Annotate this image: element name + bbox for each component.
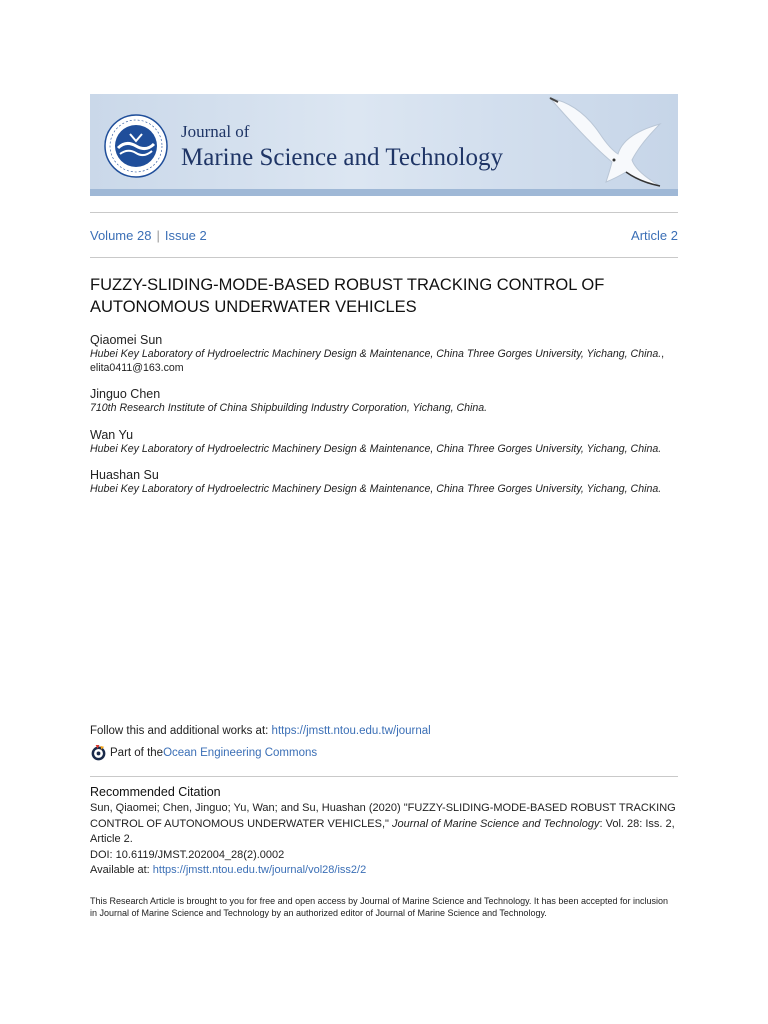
citation-text xyxy=(90,801,678,879)
recommended-citation-heading: Recommended Citation xyxy=(90,785,221,799)
citation-doi: DOI: 10.6119/JMST.202004_28(2).0002 xyxy=(90,848,285,861)
available-label: Available at: xyxy=(90,864,153,876)
article-link[interactable]: Article 2 xyxy=(631,228,678,243)
issue-navigation xyxy=(90,228,678,243)
commons-icon xyxy=(90,744,107,761)
volume-link[interactable]: Volume 28 xyxy=(90,228,152,243)
seagull-image xyxy=(540,94,678,196)
author-entry xyxy=(90,332,680,375)
journal-url-link[interactable]: https://jmstt.ntou.edu.tw/journal xyxy=(271,725,431,737)
follow-line xyxy=(90,725,431,737)
author-affiliation: Hubei Key Laboratory of Hydroelectric Machinery Design & Maintenance, China Three Gorges University, Yichang, China. xyxy=(90,348,662,360)
citation-tail: : Vol. 28: Iss. 2, Article 2. xyxy=(90,817,675,845)
author-name[interactable]: Huashan Su xyxy=(90,468,159,482)
ocean-engineering-commons-link[interactable]: Ocean Engineering Commons xyxy=(163,746,318,759)
university-seal-logo xyxy=(104,114,168,178)
author-name[interactable]: Jinguo Chen xyxy=(90,387,161,401)
author-entry xyxy=(90,467,680,497)
author-name[interactable]: Wan Yu xyxy=(90,427,134,442)
nav-separator: | xyxy=(156,228,160,243)
part-of-label: Part of the xyxy=(110,746,164,759)
article-url-link[interactable]: https://jmstt.ntou.edu.tw/journal/vol28/iss2/2 xyxy=(152,864,367,876)
author-name[interactable]: Qiaomei Sun xyxy=(90,333,163,347)
follow-label: Follow this and additional works at: xyxy=(90,725,272,737)
citation-journal: Journal of Marine Science and Technology xyxy=(391,817,600,830)
divider xyxy=(90,776,678,777)
journal-title-small: Journal of xyxy=(181,122,250,141)
journal-title-large: Marine Science and Technology xyxy=(181,144,503,171)
banner-strip xyxy=(90,189,678,196)
citation-main: Sun, Qiaomei; Chen, Jinguo; Yu, Wan; and Su, Huashan (2020) "FUZZY-SLIDING-MODE-BASED ROBUST TRACKING CONTROL OF AUTONOMOUS UNDERWATER VEHICLES," xyxy=(90,802,676,830)
issue-link[interactable]: Issue 2 xyxy=(164,228,207,243)
author-affiliation: 710th Research Institute of China Shipbuilding Industry Corporation, Yichang, China. xyxy=(90,402,488,414)
author-list xyxy=(90,332,680,508)
divider xyxy=(90,257,678,258)
access-statement: This Research Article is brought to you for free and open access by Journal of Marine Science and Technology. It has been accepted for inclusion in Journal of Marine Science and Technology by an authorized editor of Journal of Marine Science and Technology. xyxy=(90,896,668,918)
author-affiliation: Hubei Key Laboratory of Hydroelectric Machinery Design & Maintenance, China Three Gorges University, Yichang, China. xyxy=(90,483,662,495)
author-email: , elita0411@163.com xyxy=(90,348,665,374)
author-entry xyxy=(90,427,680,457)
divider xyxy=(90,212,678,213)
author-entry xyxy=(90,386,680,416)
part-of-line xyxy=(90,744,317,761)
author-affiliation: Hubei Key Laboratory of Hydroelectric Machinery Design & Maintenance, China Three Gorges University, Yichang, China. xyxy=(90,442,662,455)
journal-banner[interactable] xyxy=(90,94,678,196)
article-title[interactable]: FUZZY-SLIDING-MODE-BASED ROBUST TRACKING CONTROL OF AUTONOMOUS UNDERWATER VEHICLES xyxy=(90,276,605,316)
